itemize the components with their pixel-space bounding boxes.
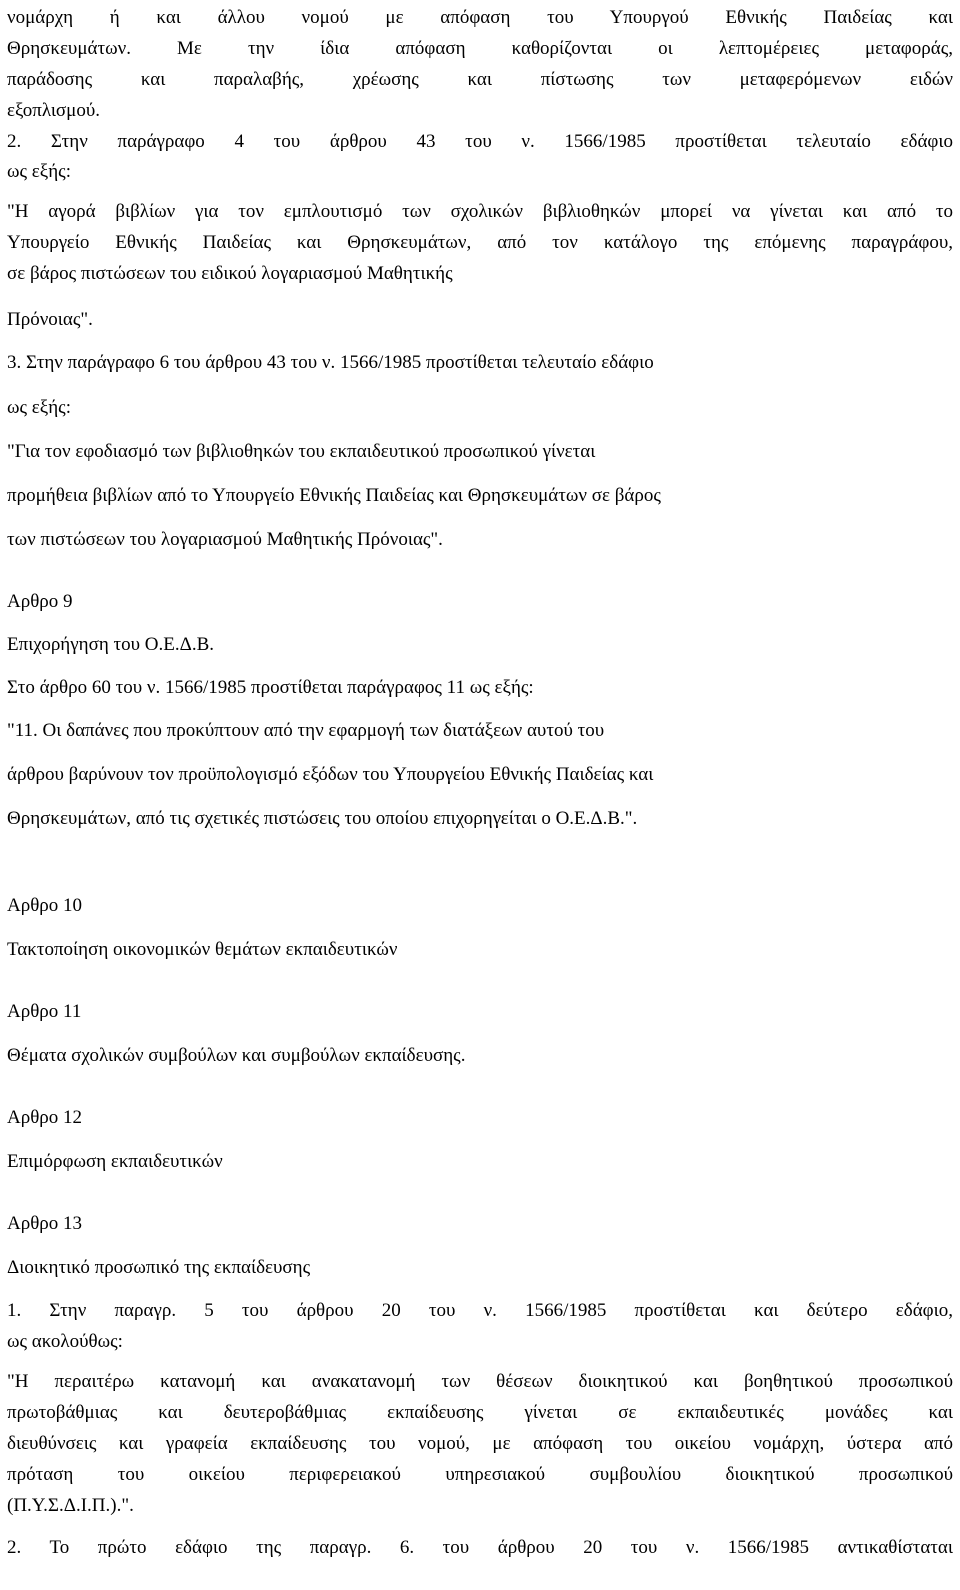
article-heading: Αρθρο 13 bbox=[7, 1213, 83, 1234]
text-line: Στο άρθρο 60 του ν. 1566/1985 προστίθεται παράγραφος 11 ως εξής: bbox=[7, 677, 534, 698]
text-line: 2. Το πρώτο εδάφιο της παραγρ. 6. του άρθρου 20 του ν. 1566/1985 αντικαθίσταται bbox=[7, 1537, 953, 1558]
text-line: 3. Στην παράγραφο 6 του άρθρου 43 του ν. 1566/1985 προστίθεται τελευταίο εδάφιο bbox=[7, 352, 654, 373]
text-line: "Η περαιτέρω κατανομή και ανακατανομή των θέσεων διοικητικού και βοηθητικού προσωπικού bbox=[7, 1371, 953, 1392]
text-line: άρθρου βαρύνουν τον προϋπολογισμό εξόδων του Υπουργείου Εθνικής Παιδείας και bbox=[7, 764, 654, 785]
article-heading: Αρθρο 9 bbox=[7, 591, 73, 612]
text-line: παράδοσης και παραλαβής, χρέωσης και πίστωσης των μεταφερόμενων ειδών bbox=[7, 69, 953, 90]
text-line: 1. Στην παραγρ. 5 του άρθρου 20 του ν. 1566/1985 προστίθεται και δεύτερο εδάφιο, bbox=[7, 1300, 953, 1321]
article-heading: Αρθρο 11 bbox=[7, 1001, 82, 1022]
article-heading: Αρθρο 12 bbox=[7, 1107, 83, 1128]
text-line: πρωτοβάθμιας και δευτεροβάθμιας εκπαίδευσης γίνεται σε εκπαιδευτικές μονάδες και bbox=[7, 1402, 953, 1423]
text-line: 2. Στην παράγραφο 4 του άρθρου 43 του ν. 1566/1985 προστίθεται τελευταίο εδάφιο bbox=[7, 131, 953, 152]
text-line: "Η αγορά βιβλίων για τον εμπλουτισμό των σχολικών βιβλιοθηκών μπορεί να γίνεται και από το bbox=[7, 201, 953, 222]
text-line: των πιστώσεων του λογαριασμού Μαθητικής Πρόνοιας". bbox=[7, 529, 443, 550]
text-line: "11. Οι δαπάνες που προκύπτουν από την εφαρμογή των διατάξεων αυτού του bbox=[7, 720, 605, 741]
text-line: ως εξής: bbox=[7, 397, 71, 418]
text-line: σε βάρος πιστώσεων του ειδικού λογαριασμού Μαθητικής bbox=[7, 263, 453, 284]
text-line: προμήθεια βιβλίων από το Υπουργείο Εθνικής Παιδείας και Θρησκευμάτων σε βάρος bbox=[7, 485, 661, 506]
text-line: ως εξής: bbox=[7, 161, 71, 182]
text-line: Πρόνοιας". bbox=[7, 309, 93, 330]
article-title: Θέματα σχολικών συμβούλων και συμβούλων εκπαίδευσης. bbox=[7, 1045, 466, 1066]
article-title: Τακτοποίηση οικονομικών θεμάτων εκπαιδευτικών bbox=[7, 939, 398, 960]
text-line: Θρησκευμάτων, από τις σχετικές πιστώσεις του οποίου επιχορηγείται ο Ο.Ε.Δ.Β.". bbox=[7, 808, 638, 829]
text-line: "Για τον εφοδιασμό των βιβλιοθηκών του εκπαιδευτικού προσωπικού γίνεται bbox=[7, 441, 596, 462]
text-line: ως ακολούθως: bbox=[7, 1331, 123, 1352]
text-line: νομάρχη ή και άλλου νομού με απόφαση του Υπουργού Εθνικής Παιδείας και bbox=[7, 7, 953, 28]
article-title: Επιμόρφωση εκπαιδευτικών bbox=[7, 1151, 223, 1172]
article-title: Επιχορήγηση του Ο.Ε.Δ.Β. bbox=[7, 634, 215, 655]
text-line: Υπουργείο Εθνικής Παιδείας και Θρησκευμάτων, από τον κατάλογο της επόμενης παραγράφου, bbox=[7, 232, 953, 253]
text-line: διευθύνσεις και γραφεία εκπαίδευσης του νομού, με απόφαση του οικείου νομάρχη, ύστερα από bbox=[7, 1433, 953, 1454]
text-line: πρόταση του οικείου περιφερειακού υπηρεσιακού συμβουλίου διοικητικού προσωπικού bbox=[7, 1464, 953, 1485]
article-title: Διοικητικό προσωπικό της εκπαίδευσης bbox=[7, 1257, 311, 1278]
text-line: Θρησκευμάτων. Με την ίδια απόφαση καθορίζονται οι λεπτομέρειες μεταφοράς, bbox=[7, 38, 953, 59]
text-line: (Π.Υ.Σ.Δ.Ι.Π.).". bbox=[7, 1495, 134, 1516]
text-line: εξοπλισμού. bbox=[7, 100, 101, 121]
article-heading: Αρθρο 10 bbox=[7, 895, 83, 916]
